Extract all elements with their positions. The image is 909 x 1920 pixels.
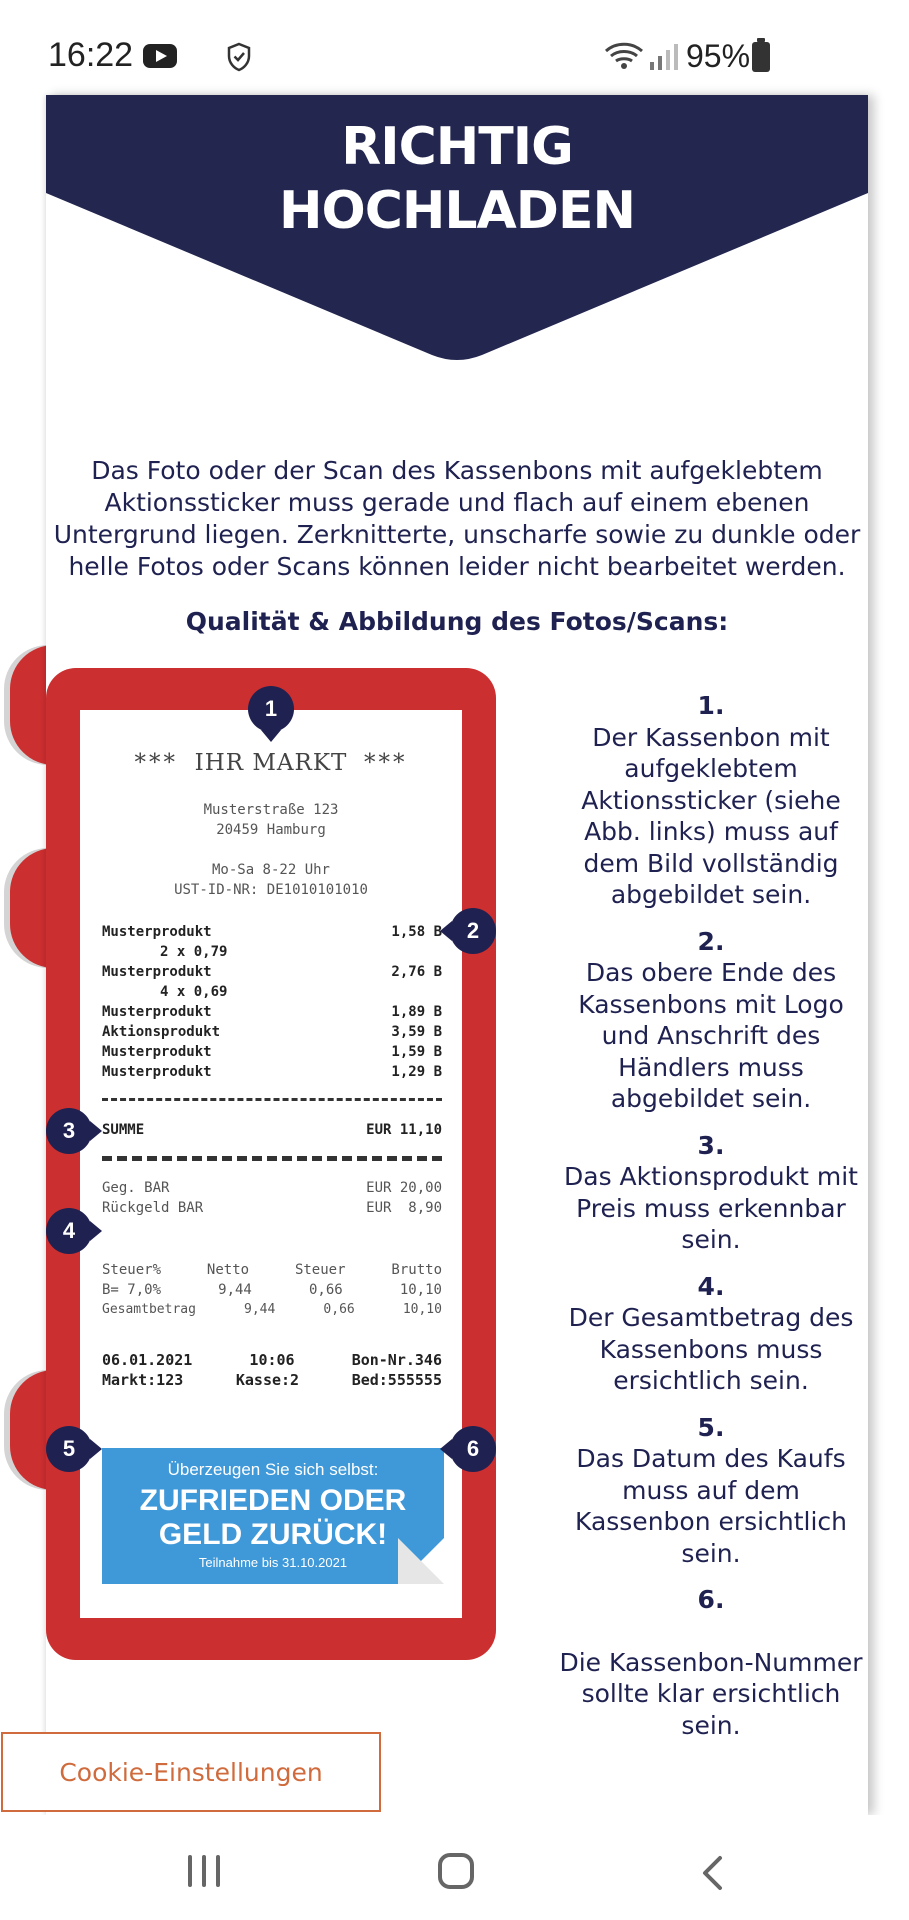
receipt-street: Musterstraße 123 <box>203 802 339 818</box>
marker-1: 1 <box>248 686 294 732</box>
step-item: 6. Die Kassenbon-Nummer sollte klar ersichtlich sein. <box>559 1585 863 1740</box>
promo-sticker: Überzeugen Sie sich selbst: ZUFRIEDEN ODER GELD ZURÜCK! Teilnahme bis 31.10.2021 <box>102 1448 444 1584</box>
intro-text: Das Foto oder der Scan des Kassenbons mit aufgeklebtem Aktionssticker muss gerade und flach auf einem ebenen Untergrund liegen. Zerknitterte, unscharfe sowie zu dunkle oder helle Fotos oder Scans können leider nicht bearbeitet werden. <box>53 456 861 581</box>
receipt-hours: Mo-Sa 8-22 Uhr <box>211 862 330 878</box>
recent-apps-icon[interactable] <box>188 1855 222 1887</box>
receipt-item: Musterprodukt 1,29 B <box>102 1064 442 1080</box>
step-item: 2. Das obere Ende des Kassenbons mit Logo und Anschrift des Händlers muss abgebildet sein. <box>578 926 844 1113</box>
receipt-divider <box>102 1098 442 1101</box>
page-title: RICHTIG HOCHLADEN <box>279 117 635 241</box>
section-heading: Qualität & Abbildung des Fotos/Scans: <box>185 607 729 636</box>
receipt-city: 20459 Hamburg <box>216 822 326 838</box>
receipt-item-promo: Aktionsprodukt 3,59 B <box>102 1024 442 1040</box>
marker-2: 2 <box>450 908 496 954</box>
receipt-store-name: *** IHR MARKT *** <box>134 750 408 776</box>
receipt-paper <box>80 710 462 1618</box>
receipt-tax-total: Gesamtbetrag 9,44 0,66 10,10 <box>102 1302 442 1317</box>
receipt-item: Musterprodukt 1,58 B <box>102 924 442 940</box>
content-page <box>46 95 868 1815</box>
receipt-change: Rückgeld BAR EUR 8,90 <box>102 1200 442 1216</box>
receipt-sum: SUMME EUR 11,10 <box>102 1122 442 1138</box>
step-item: 5. Das Datum des Kaufs muss auf dem Kassenbon ersichtlich sein. <box>574 1412 847 1568</box>
marker-5: 5 <box>46 1426 92 1472</box>
status-time: 16:22 <box>48 36 134 74</box>
status-bar <box>0 0 909 95</box>
youtube-icon <box>143 44 177 68</box>
step-item: 1. Der Kassenbon mit aufgeklebtem Aktionssticker (siehe Abb. links) muss auf dem Bild vollständig abgebildet sein. <box>581 691 841 909</box>
navigation-bar <box>0 1815 909 1920</box>
battery-percent: 95% <box>686 38 751 74</box>
marker-4: 4 <box>46 1208 92 1254</box>
receipt-item-detail: 4 x 0,69 <box>160 984 228 1000</box>
steps-list <box>554 690 868 1756</box>
receipt-item: Musterprodukt 1,59 B <box>102 1044 442 1060</box>
wifi-icon <box>604 40 644 72</box>
receipt-date-row: 06.01.2021 10:06 Bon-Nr.346 <box>102 1351 442 1369</box>
home-icon[interactable] <box>438 1853 474 1889</box>
step-item: 4. Der Gesamtbetrag des Kassenbons muss ersichtlich sein. <box>568 1271 854 1395</box>
shield-icon <box>226 42 252 72</box>
back-icon[interactable] <box>700 1855 724 1891</box>
step-item: 3. Das Aktionsprodukt mit Preis muss erkennbar sein. <box>564 1130 858 1254</box>
receipt-tax-header: Steuer% Netto Steuer Brutto <box>102 1262 442 1278</box>
marker-3: 3 <box>46 1108 92 1154</box>
cookie-settings-button[interactable]: Cookie-Einstellungen <box>1 1732 381 1812</box>
receipt-paid: Geg. BAR EUR 20,00 <box>102 1180 442 1196</box>
receipt-divider <box>102 1156 442 1161</box>
signal-icon <box>648 42 680 72</box>
receipt-item-detail: 2 x 0,79 <box>160 944 228 960</box>
battery-icon <box>752 42 770 72</box>
marker-6: 6 <box>450 1426 496 1472</box>
receipt-illustration <box>46 668 496 1660</box>
receipt-tax-row: B= 7,0% 9,44 0,66 10,10 <box>102 1282 442 1298</box>
receipt-register-row: Markt:123 Kasse:2 Bed:555555 <box>102 1371 442 1389</box>
receipt-tax-id: UST-ID-NR: DE1010101010 <box>174 882 368 898</box>
receipt-item: Musterprodukt 2,76 B <box>102 964 442 980</box>
receipt-item: Musterprodukt 1,89 B <box>102 1004 442 1020</box>
